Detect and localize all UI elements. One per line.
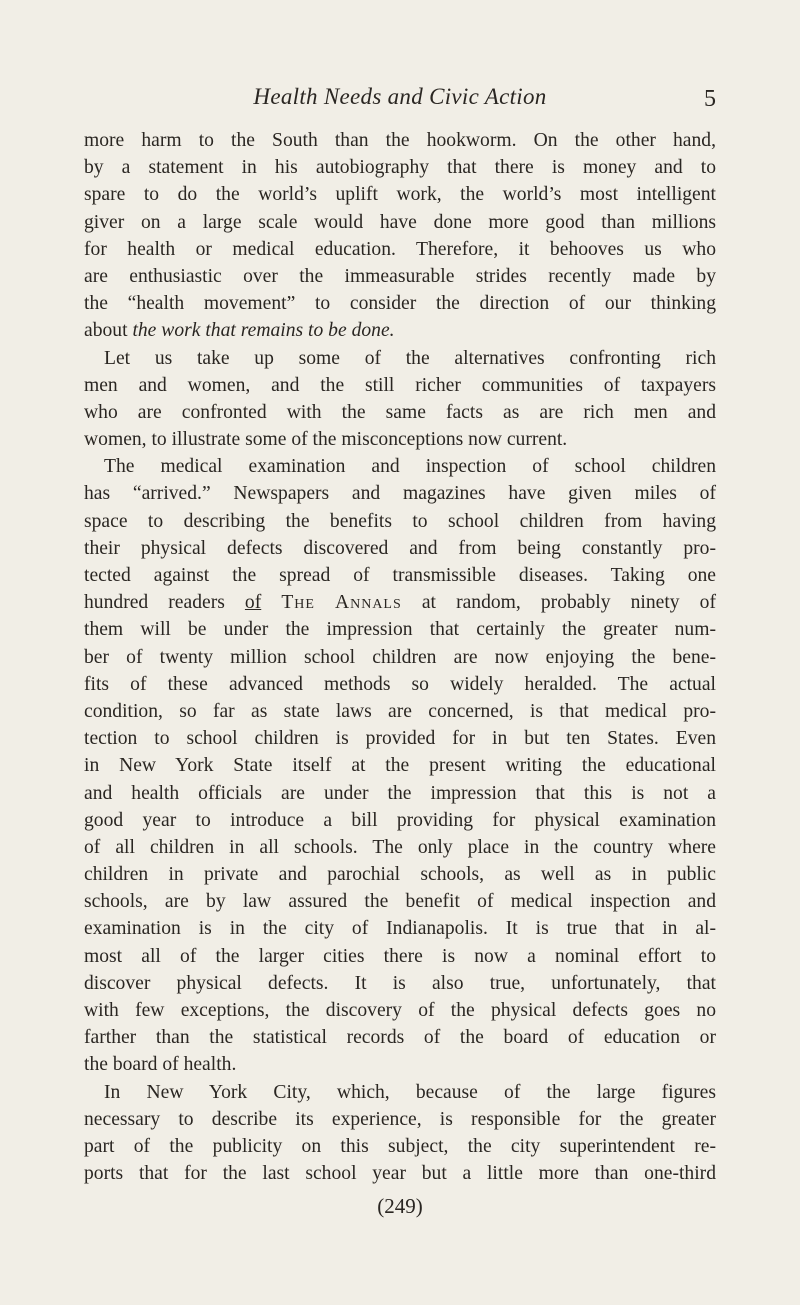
text-line: by a statement in his autobiography that there is money and to (84, 157, 716, 179)
text-line: more harm to the South than the hookworm. On the other hand, (84, 130, 716, 151)
text-line: women, to illustrate some of the misconceptions now current. (84, 429, 568, 451)
text-line: space to describing the benefits to school children from having (84, 510, 716, 532)
text-line (84, 317, 716, 344)
running-head (84, 77, 716, 117)
text-line: discover physical defects. It is also true, unfortunately, that (84, 972, 716, 994)
text-line: children in private and parochial schools, as well as in public (84, 864, 716, 886)
body-text (84, 127, 716, 1187)
text-line: schools, are by law assured the benefit of medical inspection and (84, 891, 716, 913)
text-line: part of the publicity on this subject, the city superintendent re- (84, 1135, 716, 1157)
text-line: most all of the larger cities there is now a nominal effort to (84, 945, 716, 967)
text-line: giver on a large scale would have done more good than millions (84, 211, 716, 233)
text-line: and health officials are under the impression that this is not a (84, 782, 716, 804)
text-line: good year to introduce a bill providing for physical examination (84, 809, 716, 831)
text-line: tected against the spread of transmissible diseases. Taking one (84, 565, 716, 586)
text-line: spare to do the world’s uplift work, the world’s most intelligent (84, 184, 716, 206)
text-line: the “health movement” to consider the direction of our thinking (84, 293, 716, 315)
text-run: hundred readers (84, 592, 245, 614)
running-title: Health Needs and Civic Action (253, 84, 547, 109)
text-line: in New York State itself at the present writing the educational (84, 755, 716, 777)
text-run: about (84, 320, 133, 342)
text-run: at random, probably ninety of (401, 592, 716, 614)
text-line: with few exceptions, the discovery of the physical defects goes no (84, 1000, 716, 1021)
text-line: examination is in the city of Indianapolis. It is true that in al- (84, 918, 716, 940)
italic-phrase: the work that remains to be done. (132, 320, 395, 342)
text-line: them will be under the impression that certainly the greater num- (84, 619, 716, 641)
text-line: ports that for the last school year but a little more than one-third (84, 1163, 716, 1185)
text-line: fits of these advanced methods so widely heralded. The actual (84, 673, 716, 695)
text-line: who are confronted with the same facts as are rich men and (84, 401, 716, 423)
text-line: men and women, and the still richer communities of taxpayers (84, 374, 716, 396)
page-number: 5 (704, 86, 716, 112)
text-line: The medical examination and inspection of school children (104, 456, 716, 478)
folio-page-number: (249) (377, 1194, 423, 1218)
of-word: of (244, 592, 262, 614)
text-line: Let us take up some of the alternatives confronting rich (104, 347, 716, 369)
text-line: are enthusiastic over the immeasurable strides recently made by (84, 265, 716, 287)
text-line: for health or medical education. Therefore, it behooves us who (84, 238, 716, 260)
text-line: condition, so far as state laws are concerned, is that medical pro- (84, 700, 716, 722)
text-line: necessary to describe its experience, is responsible for the greater (84, 1108, 716, 1130)
text-line: ber of twenty million school children are now enjoying the bene- (84, 646, 716, 668)
text-line: of all children in all schools. The only place in the country where (84, 836, 716, 858)
text-line: their physical defects discovered and from being constantly pro- (84, 537, 716, 559)
journal-title: The Annals (281, 592, 402, 614)
text-line: has “arrived.” Newspapers and magazines have given miles of (84, 483, 716, 505)
text-line: the board of health. (84, 1054, 237, 1076)
text-line (84, 589, 716, 616)
text-line: tection to school children is provided for in but ten States. Even (84, 728, 716, 750)
text-line: In New York City, which, because of the large figures (104, 1081, 716, 1103)
text-line: farther than the statistical records of the board of education or (84, 1027, 716, 1049)
